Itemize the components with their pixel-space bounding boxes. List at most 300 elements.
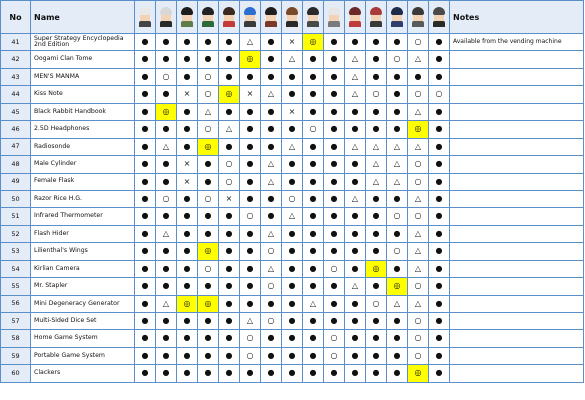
gift-notes [450, 278, 584, 295]
gift-notes [450, 260, 584, 277]
affinity-mark: △ [366, 138, 387, 155]
gift-notes [450, 138, 584, 155]
affinity-mark: ○ [219, 173, 240, 190]
table-row [1, 278, 584, 295]
affinity-mark: ● [303, 190, 324, 207]
table-row [1, 330, 584, 347]
affinity-mark: ● [387, 86, 408, 103]
character-15-avatar [433, 7, 445, 27]
affinity-mark: ○ [387, 208, 408, 225]
affinity-mark: △ [345, 51, 366, 68]
gift-name: Kiss Note [31, 86, 135, 103]
affinity-mark: ● [324, 295, 345, 312]
gift-name: Kirlian Camera [31, 260, 135, 277]
gift-name: Radiosonde [31, 138, 135, 155]
affinity-mark: ● [345, 103, 366, 120]
gift-name: Flash Hider [31, 225, 135, 242]
affinity-mark: ● [366, 225, 387, 242]
affinity-mark: ● [219, 68, 240, 85]
affinity-mark: ● [345, 34, 366, 51]
affinity-mark: ● [240, 173, 261, 190]
gift-name: Razor Rice H.G. [31, 190, 135, 207]
affinity-mark: ● [366, 278, 387, 295]
gift-name: 2.5D Headphones [31, 121, 135, 138]
affinity-mark: ○ [408, 208, 429, 225]
affinity-mark: ● [135, 278, 156, 295]
affinity-mark: ○ [198, 68, 219, 85]
affinity-mark: ● [219, 347, 240, 364]
affinity-mark: ○ [429, 86, 450, 103]
affinity-mark: ● [156, 313, 177, 330]
affinity-mark: ● [219, 225, 240, 242]
character-1-avatar [139, 7, 151, 27]
affinity-mark: ● [429, 121, 450, 138]
affinity-mark: ● [366, 121, 387, 138]
affinity-mark: ● [429, 243, 450, 260]
affinity-mark: ● [345, 313, 366, 330]
affinity-mark: ○ [240, 347, 261, 364]
row-number: 56 [1, 295, 31, 312]
character-portrait-12 [366, 1, 387, 34]
affinity-mark: ● [366, 313, 387, 330]
affinity-mark: ● [177, 51, 198, 68]
affinity-mark: ● [156, 365, 177, 382]
affinity-mark: ● [387, 121, 408, 138]
table-row [1, 365, 584, 382]
affinity-mark: ● [303, 278, 324, 295]
affinity-mark: ● [324, 173, 345, 190]
affinity-mark: ◎ [366, 260, 387, 277]
affinity-mark: ◎ [198, 295, 219, 312]
affinity-mark: ◎ [303, 34, 324, 51]
affinity-mark: ● [387, 68, 408, 85]
affinity-mark: ○ [387, 51, 408, 68]
affinity-mark: ● [303, 68, 324, 85]
affinity-mark: ● [156, 156, 177, 173]
row-number: 46 [1, 121, 31, 138]
affinity-mark: ○ [324, 347, 345, 364]
affinity-mark: ● [345, 225, 366, 242]
affinity-mark: × [177, 156, 198, 173]
affinity-mark: ● [282, 365, 303, 382]
affinity-mark: ● [324, 225, 345, 242]
affinity-mark: ● [240, 156, 261, 173]
gift-name: Mr. Stapler [31, 278, 135, 295]
affinity-mark: ● [429, 190, 450, 207]
character-13-avatar [391, 7, 403, 27]
gift-notes: Available from the vending machine [450, 34, 584, 51]
character-10-avatar [328, 7, 340, 27]
affinity-mark: ● [240, 243, 261, 260]
affinity-mark: ● [135, 243, 156, 260]
affinity-mark: ● [429, 295, 450, 312]
affinity-mark: ● [366, 103, 387, 120]
affinity-mark: ● [198, 347, 219, 364]
affinity-mark: ● [303, 365, 324, 382]
affinity-mark: ● [366, 365, 387, 382]
affinity-mark: ● [156, 51, 177, 68]
affinity-mark: ● [303, 86, 324, 103]
affinity-mark: △ [408, 295, 429, 312]
affinity-mark: ○ [198, 190, 219, 207]
row-number: 41 [1, 34, 31, 51]
character-6-avatar [244, 7, 256, 27]
affinity-mark: ● [324, 34, 345, 51]
affinity-mark: ◎ [219, 86, 240, 103]
affinity-mark: ● [198, 156, 219, 173]
row-number: 47 [1, 138, 31, 155]
gift-notes [450, 51, 584, 68]
affinity-mark: ● [219, 103, 240, 120]
affinity-mark: ● [177, 365, 198, 382]
affinity-mark: ● [282, 295, 303, 312]
affinity-mark: ● [324, 121, 345, 138]
affinity-mark: ● [219, 260, 240, 277]
gift-name: Home Game System [31, 330, 135, 347]
affinity-mark: ○ [156, 190, 177, 207]
affinity-mark: ● [156, 243, 177, 260]
affinity-mark: △ [282, 51, 303, 68]
affinity-mark: ● [366, 243, 387, 260]
affinity-mark: △ [345, 86, 366, 103]
table-row [1, 121, 584, 138]
row-number: 45 [1, 103, 31, 120]
affinity-mark: ● [366, 330, 387, 347]
affinity-mark: ● [261, 190, 282, 207]
gift-notes [450, 208, 584, 225]
affinity-mark: ● [135, 34, 156, 51]
gift-notes [450, 313, 584, 330]
affinity-mark: ● [135, 190, 156, 207]
affinity-mark: ◎ [198, 243, 219, 260]
affinity-mark: ● [177, 208, 198, 225]
affinity-mark: ● [345, 260, 366, 277]
affinity-mark: ● [240, 278, 261, 295]
affinity-mark: △ [261, 173, 282, 190]
affinity-mark: ● [198, 365, 219, 382]
character-portrait-3 [177, 1, 198, 34]
affinity-mark: △ [387, 156, 408, 173]
affinity-mark: ● [135, 365, 156, 382]
affinity-mark: ● [324, 365, 345, 382]
table-row [1, 34, 584, 51]
affinity-mark: ● [135, 68, 156, 85]
affinity-mark: ● [282, 68, 303, 85]
gift-notes [450, 330, 584, 347]
affinity-mark: ○ [198, 86, 219, 103]
affinity-mark: ● [303, 347, 324, 364]
affinity-mark: ● [156, 86, 177, 103]
affinity-mark: × [282, 103, 303, 120]
affinity-mark: ● [366, 208, 387, 225]
affinity-mark: △ [282, 138, 303, 155]
affinity-mark: ● [429, 68, 450, 85]
affinity-mark: × [177, 86, 198, 103]
gift-name: Infrared Thermometer [31, 208, 135, 225]
affinity-mark: △ [387, 138, 408, 155]
affinity-mark: ● [177, 243, 198, 260]
affinity-mark: ● [408, 68, 429, 85]
affinity-mark: △ [156, 138, 177, 155]
affinity-mark: △ [408, 190, 429, 207]
affinity-mark: ● [198, 225, 219, 242]
affinity-mark: ● [366, 190, 387, 207]
affinity-mark: ● [429, 34, 450, 51]
gift-name: Super Strategy Encyclopedia 2nd Edition [31, 34, 135, 51]
column-header-notes: Notes [450, 1, 584, 34]
affinity-mark: ● [345, 208, 366, 225]
affinity-mark: ● [135, 295, 156, 312]
affinity-mark: ● [282, 243, 303, 260]
affinity-mark: ● [177, 330, 198, 347]
affinity-mark: ○ [387, 243, 408, 260]
affinity-mark: ● [135, 225, 156, 242]
affinity-mark: ● [387, 34, 408, 51]
affinity-mark: × [219, 190, 240, 207]
character-3-avatar [181, 7, 193, 27]
affinity-mark: ◎ [198, 138, 219, 155]
affinity-mark: ● [345, 330, 366, 347]
affinity-mark: ● [366, 68, 387, 85]
affinity-mark: △ [408, 138, 429, 155]
character-5-avatar [223, 7, 235, 27]
table-row [1, 347, 584, 364]
affinity-mark: ○ [408, 347, 429, 364]
character-portrait-2 [156, 1, 177, 34]
affinity-mark: ○ [156, 68, 177, 85]
row-number: 60 [1, 365, 31, 382]
affinity-mark: ● [282, 313, 303, 330]
row-number: 52 [1, 225, 31, 242]
affinity-mark: ● [345, 243, 366, 260]
affinity-mark: ● [429, 156, 450, 173]
affinity-mark: ● [177, 121, 198, 138]
character-11-avatar [349, 7, 361, 27]
affinity-mark: ● [303, 243, 324, 260]
affinity-mark: ● [219, 330, 240, 347]
affinity-mark: ● [177, 103, 198, 120]
affinity-mark: ● [303, 51, 324, 68]
affinity-mark: ● [429, 347, 450, 364]
affinity-mark: ● [135, 121, 156, 138]
affinity-mark: ● [303, 156, 324, 173]
table-row [1, 103, 584, 120]
character-2-avatar [160, 7, 172, 27]
affinity-mark: ● [135, 103, 156, 120]
affinity-mark: ● [135, 51, 156, 68]
table-row [1, 295, 584, 312]
affinity-mark: ● [282, 330, 303, 347]
affinity-mark: △ [345, 138, 366, 155]
affinity-mark: △ [198, 103, 219, 120]
affinity-mark: ● [261, 51, 282, 68]
table-row [1, 156, 584, 173]
gift-notes [450, 173, 584, 190]
column-header-name: Name [31, 1, 135, 34]
row-number: 54 [1, 260, 31, 277]
affinity-mark: ● [303, 173, 324, 190]
affinity-mark: ● [240, 295, 261, 312]
affinity-mark: ● [324, 51, 345, 68]
affinity-mark: ○ [198, 260, 219, 277]
affinity-mark: ● [261, 34, 282, 51]
affinity-mark: ○ [408, 86, 429, 103]
character-8-avatar [286, 7, 298, 27]
row-number: 50 [1, 190, 31, 207]
affinity-mark: ● [429, 173, 450, 190]
affinity-mark: ● [219, 278, 240, 295]
affinity-mark: △ [261, 86, 282, 103]
affinity-mark: ● [177, 347, 198, 364]
affinity-mark: ◎ [387, 278, 408, 295]
affinity-mark: ● [282, 156, 303, 173]
gift-name: Multi-Sided Dice Set [31, 313, 135, 330]
affinity-mark: ○ [408, 278, 429, 295]
affinity-mark: ● [219, 51, 240, 68]
gift-name: Portable Game System [31, 347, 135, 364]
affinity-mark: ● [135, 208, 156, 225]
affinity-mark: ● [240, 260, 261, 277]
affinity-mark: ● [366, 51, 387, 68]
affinity-mark: ● [345, 173, 366, 190]
affinity-mark: ◎ [177, 295, 198, 312]
affinity-mark: ● [156, 347, 177, 364]
gift-name: Male Cylinder [31, 156, 135, 173]
gift-name: Mini Degeneracy Generator [31, 295, 135, 312]
affinity-mark: ● [219, 365, 240, 382]
affinity-mark: ● [303, 225, 324, 242]
affinity-mark: △ [366, 156, 387, 173]
affinity-mark: △ [408, 260, 429, 277]
affinity-mark: ○ [261, 243, 282, 260]
affinity-mark: △ [240, 34, 261, 51]
affinity-mark: ● [198, 313, 219, 330]
table-row [1, 51, 584, 68]
affinity-mark: ● [261, 103, 282, 120]
affinity-mark: × [177, 173, 198, 190]
affinity-mark: ○ [408, 313, 429, 330]
affinity-mark: △ [408, 225, 429, 242]
affinity-mark: ○ [240, 330, 261, 347]
row-number: 57 [1, 313, 31, 330]
affinity-mark: ● [156, 173, 177, 190]
affinity-mark: △ [261, 225, 282, 242]
affinity-mark: ● [387, 330, 408, 347]
gift-rows [1, 34, 584, 383]
affinity-mark: ● [387, 313, 408, 330]
affinity-mark: △ [408, 243, 429, 260]
character-9-avatar [307, 7, 319, 27]
character-7-avatar [265, 7, 277, 27]
affinity-mark: ● [219, 208, 240, 225]
affinity-mark: ● [156, 34, 177, 51]
affinity-mark: ● [345, 295, 366, 312]
affinity-mark: △ [240, 313, 261, 330]
affinity-mark: △ [282, 208, 303, 225]
character-4-avatar [202, 7, 214, 27]
character-portrait-10 [324, 1, 345, 34]
character-portrait-11 [345, 1, 366, 34]
affinity-mark: ● [303, 208, 324, 225]
affinity-mark: × [240, 86, 261, 103]
affinity-mark: ● [324, 208, 345, 225]
affinity-mark: △ [387, 173, 408, 190]
affinity-mark: ● [240, 121, 261, 138]
row-number: 49 [1, 173, 31, 190]
character-portrait-7 [261, 1, 282, 34]
affinity-mark: ● [198, 208, 219, 225]
gift-name: MEN'S MANMA [31, 68, 135, 85]
gift-notes [450, 86, 584, 103]
table-row [1, 243, 584, 260]
affinity-mark: ● [345, 347, 366, 364]
affinity-mark: ● [135, 86, 156, 103]
table-row [1, 190, 584, 207]
affinity-mark: ● [429, 208, 450, 225]
affinity-mark: × [282, 34, 303, 51]
affinity-mark: ● [429, 365, 450, 382]
affinity-mark: ● [177, 138, 198, 155]
affinity-mark: ● [303, 330, 324, 347]
affinity-mark: △ [408, 51, 429, 68]
row-number: 59 [1, 347, 31, 364]
affinity-mark: ● [429, 260, 450, 277]
affinity-mark: ● [177, 190, 198, 207]
affinity-mark: ● [135, 260, 156, 277]
affinity-mark: ◎ [156, 103, 177, 120]
affinity-mark: △ [156, 225, 177, 242]
affinity-mark: ● [240, 190, 261, 207]
affinity-mark: ● [198, 173, 219, 190]
affinity-mark: ○ [366, 295, 387, 312]
affinity-mark: ● [156, 260, 177, 277]
row-number: 43 [1, 68, 31, 85]
affinity-mark: ● [240, 68, 261, 85]
gift-notes [450, 365, 584, 382]
affinity-mark: ◎ [408, 121, 429, 138]
affinity-mark: ○ [408, 330, 429, 347]
affinity-mark: ● [177, 313, 198, 330]
affinity-mark: ● [429, 51, 450, 68]
affinity-mark: ● [324, 138, 345, 155]
affinity-mark: ○ [219, 156, 240, 173]
affinity-mark: ● [387, 347, 408, 364]
row-number: 51 [1, 208, 31, 225]
affinity-mark: ○ [408, 34, 429, 51]
affinity-mark: ● [135, 330, 156, 347]
affinity-mark: ● [345, 121, 366, 138]
affinity-mark: ● [135, 347, 156, 364]
affinity-mark: ● [387, 225, 408, 242]
affinity-mark: △ [366, 173, 387, 190]
affinity-mark: ● [135, 138, 156, 155]
gift-notes [450, 68, 584, 85]
table-row [1, 68, 584, 85]
affinity-mark: △ [345, 68, 366, 85]
affinity-mark: ● [198, 34, 219, 51]
table-row [1, 313, 584, 330]
affinity-mark: ● [387, 260, 408, 277]
gift-notes [450, 103, 584, 120]
affinity-mark: △ [219, 121, 240, 138]
affinity-mark: ● [156, 278, 177, 295]
header-row [1, 1, 584, 34]
affinity-mark: ● [240, 138, 261, 155]
affinity-mark: ● [177, 260, 198, 277]
row-number: 53 [1, 243, 31, 260]
affinity-mark: △ [408, 103, 429, 120]
affinity-mark: ● [177, 278, 198, 295]
